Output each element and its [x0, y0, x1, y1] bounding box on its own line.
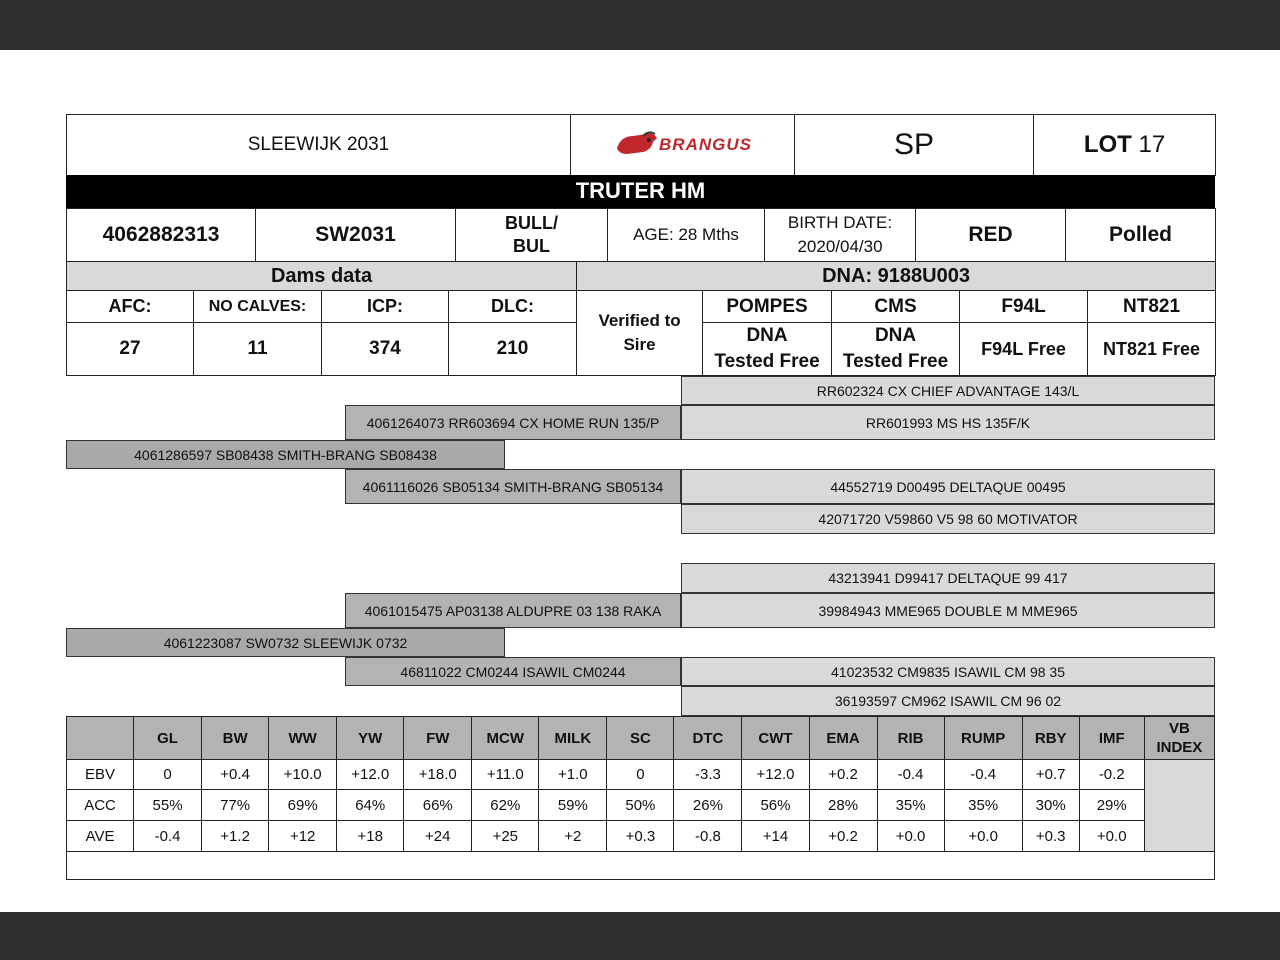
ebv-cell: 56%: [742, 790, 809, 821]
ebv-row-label: EBV: [67, 760, 134, 790]
result-line2: Tested Free: [714, 351, 820, 372]
verified-line1: Verified to: [598, 311, 681, 330]
animal-id: 4062882313: [67, 209, 256, 262]
ebv-cell: 55%: [134, 790, 202, 821]
dna-test-result: [832, 323, 960, 376]
ebv-cell: +10.0: [269, 760, 337, 790]
pedigree-dam-dam-dam: 36193597 CM962 ISAWIL CM 96 02: [681, 686, 1215, 716]
ebv-cell: +0.3: [1022, 821, 1079, 852]
no-calves-label: NO CALVES:: [194, 291, 322, 323]
bull-logo-icon: [613, 128, 659, 162]
ebv-cell: 0: [607, 760, 674, 790]
ebv-cell: 69%: [269, 790, 337, 821]
pedigree-sire-sire: 4061264073 RR603694 CX HOME RUN 135/P: [345, 405, 681, 440]
no-calves-value: 11: [194, 323, 322, 376]
header-table: [66, 114, 1216, 176]
pedigree-sire-dam-sire: 44552719 D00495 DELTAQUE 00495: [681, 469, 1215, 504]
ebv-cell: 35%: [944, 790, 1022, 821]
ebv-cell: 50%: [607, 790, 674, 821]
ebv-cell: -0.4: [944, 760, 1022, 790]
pedigree-sire-sire-sire: RR602324 CX CHIEF ADVANTAGE 143/L: [681, 376, 1215, 405]
ebv-cell: +12.0: [337, 760, 404, 790]
birth-date-value: 2020/04/30: [797, 237, 883, 256]
ebv-col-header: EMA: [809, 717, 877, 760]
ebv-col-header: GL: [134, 717, 202, 760]
dna-test-result: [703, 323, 832, 376]
sex-line2: BUL: [513, 236, 550, 256]
ebv-cell: +18: [337, 821, 404, 852]
ebv-cell: +0.0: [1079, 821, 1144, 852]
ebv-row: [67, 760, 1215, 790]
ebv-col-header: RBY: [1022, 717, 1079, 760]
bottom-dark-band: [0, 912, 1280, 960]
ebv-cell: +0.3: [607, 821, 674, 852]
ebv-cell: +25: [472, 821, 539, 852]
ebv-cell: 29%: [1079, 790, 1144, 821]
pedigree-dam-sire-sire: 43213941 D99417 DELTAQUE 99 417: [681, 563, 1215, 593]
birth-date-label: BIRTH DATE:: [787, 213, 893, 232]
ebv-footer-blank: [66, 848, 1215, 880]
afc-value: 27: [67, 323, 194, 376]
animal-tag: SW2031: [256, 209, 456, 262]
ebv-cell: -0.8: [674, 821, 742, 852]
logo-text: BRANGUS: [659, 135, 752, 154]
dams-data-title: Dams data: [67, 262, 577, 291]
ebv-cell: +2: [539, 821, 607, 852]
ebv-cell: +0.4: [202, 760, 269, 790]
ebv-cell: +0.7: [1022, 760, 1079, 790]
ebv-cell: +1.2: [202, 821, 269, 852]
ebv-cell: -3.3: [674, 760, 742, 790]
pedigree-sire-dam: 4061116026 SB05134 SMITH-BRANG SB05134: [345, 469, 681, 504]
category-code: SP: [795, 115, 1034, 176]
pedigree-sire-sire-dam: RR601993 MS HS 135F/K: [681, 405, 1215, 440]
lot-label: LOT: [1083, 131, 1132, 158]
ebv-cell: +0.2: [809, 821, 877, 852]
result-line2: Tested Free: [842, 351, 949, 372]
dna-test-name: F94L: [960, 291, 1088, 323]
ebv-cell: +0.2: [809, 760, 877, 790]
ebv-cell: 62%: [472, 790, 539, 821]
ebv-cell: 66%: [404, 790, 472, 821]
ebv-row: [67, 790, 1215, 821]
ebv-col-header: MCW: [472, 717, 539, 760]
pedigree-sire-dam-dam: 42071720 V59860 V5 98 60 MOTIVATOR: [681, 504, 1215, 534]
dna-title: DNA: 9188U003: [577, 262, 1216, 291]
lot-number: 17: [1138, 131, 1166, 158]
ebv-cell: 35%: [877, 790, 944, 821]
result-line1: DNA: [746, 325, 788, 346]
ebv-cell: -0.4: [134, 821, 202, 852]
ebv-cell: +18.0: [404, 760, 472, 790]
birth-date-cell: [765, 209, 916, 262]
animal-colour: RED: [916, 209, 1066, 262]
ebv-col-header: RUMP: [944, 717, 1022, 760]
sex-line1: BULL/: [505, 213, 558, 233]
ebv-row: [67, 821, 1215, 852]
dna-test-name: NT821: [1088, 291, 1216, 323]
dams-dna-table: [66, 261, 1216, 376]
ebv-col-header: WW: [269, 717, 337, 760]
ebv-col-header: YW: [337, 717, 404, 760]
verified-to-sire: [577, 291, 703, 376]
dlc-label: DLC:: [449, 291, 577, 323]
dna-test-result: NT821 Free: [1088, 323, 1216, 376]
ebv-row-label: ACC: [67, 790, 134, 821]
afc-label: AFC:: [67, 291, 194, 323]
dna-test-name: POMPES: [703, 291, 832, 323]
brangus-logo: [571, 115, 795, 176]
ebv-cell: +11.0: [472, 760, 539, 790]
animal-title: TRUTER HM: [66, 175, 1215, 208]
pedigree-dam-sire: 4061015475 AP03138 ALDUPRE 03 138 RAKA: [345, 593, 681, 628]
top-dark-band: [0, 0, 1280, 50]
pedigree-dam-dam-sire: 41023532 CM9835 ISAWIL CM 98 35: [681, 657, 1215, 686]
vb-index-header: [1144, 717, 1214, 760]
farm-name: SLEEWIJK 2031: [67, 115, 571, 176]
lot-cell: [1034, 115, 1216, 176]
ebv-cell: +0.0: [877, 821, 944, 852]
icp-label: ICP:: [322, 291, 449, 323]
ebv-col-header: IMF: [1079, 717, 1144, 760]
verified-line2: Sire: [623, 335, 656, 354]
animal-age: AGE: 28 Mths: [608, 209, 765, 262]
ebv-col-header: MILK: [539, 717, 607, 760]
ebv-cell: 26%: [674, 790, 742, 821]
ebv-col-header: CWT: [742, 717, 809, 760]
ebv-col-header: BW: [202, 717, 269, 760]
pedigree-sire: 4061286597 SB08438 SMITH-BRANG SB08438: [66, 440, 505, 469]
dna-test-result: F94L Free: [960, 323, 1088, 376]
ebv-cell: 30%: [1022, 790, 1079, 821]
pedigree-dam-sire-dam: 39984943 MME965 DOUBLE M MME965: [681, 593, 1215, 628]
icp-value: 374: [322, 323, 449, 376]
dna-test-name: CMS: [832, 291, 960, 323]
result-line1: DNA: [874, 325, 917, 346]
ebv-table: [66, 716, 1215, 852]
ebv-cell: +1.0: [539, 760, 607, 790]
animal-sex: [456, 209, 608, 262]
ebv-col-header: RIB: [877, 717, 944, 760]
ebv-corner: [67, 717, 134, 760]
ebv-cell: 64%: [337, 790, 404, 821]
ebv-cell: +12.0: [742, 760, 809, 790]
vb-line2: INDEX: [1156, 739, 1203, 756]
pedigree-dam-dam: 46811022 CM0244 ISAWIL CM0244: [345, 657, 681, 686]
ebv-cell: 59%: [539, 790, 607, 821]
vb-index-value: [1144, 760, 1214, 852]
ebv-cell: +12: [269, 821, 337, 852]
ebv-cell: +14: [742, 821, 809, 852]
ebv-cell: -0.2: [1079, 760, 1144, 790]
ebv-row-label: AVE: [67, 821, 134, 852]
ebv-cell: +24: [404, 821, 472, 852]
ebv-cell: -0.4: [877, 760, 944, 790]
pedigree-dam: 4061223087 SW0732 SLEEWIJK 0732: [66, 628, 505, 657]
ebv-col-header: DTC: [674, 717, 742, 760]
details-table: [66, 208, 1216, 262]
vb-line1: VB: [1168, 720, 1190, 737]
ebv-cell: 0: [134, 760, 202, 790]
animal-horn-status: Polled: [1066, 209, 1216, 262]
ebv-col-header: SC: [607, 717, 674, 760]
dlc-value: 210: [449, 323, 577, 376]
ebv-cell: 28%: [809, 790, 877, 821]
ebv-cell: 77%: [202, 790, 269, 821]
ebv-col-header: FW: [404, 717, 472, 760]
ebv-cell: +0.0: [944, 821, 1022, 852]
